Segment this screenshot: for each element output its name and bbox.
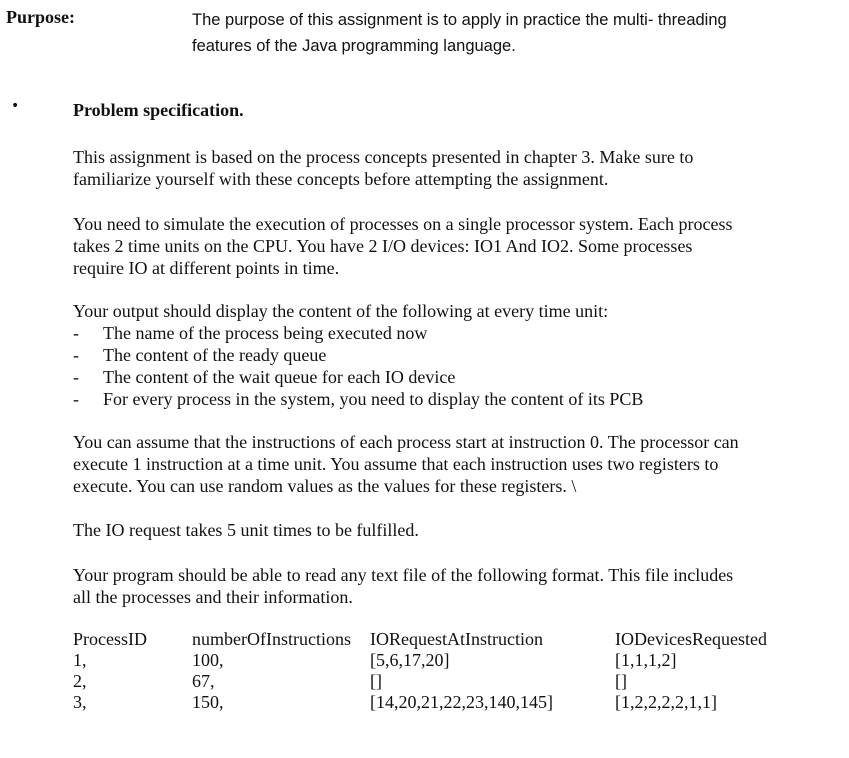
column-io-request-at-instruction bbox=[370, 629, 553, 713]
purpose-label: Purpose: bbox=[6, 7, 75, 27]
paragraph-line: This assignment is based on the process concepts presented in chapter 3. Make sure to bbox=[73, 147, 694, 167]
list-item bbox=[73, 322, 813, 344]
purpose-line: features of the Java programming language. bbox=[192, 37, 516, 55]
dash-marker: - bbox=[73, 323, 79, 343]
column-process-id bbox=[73, 629, 147, 713]
list-item-text: The content of the ready queue bbox=[103, 345, 327, 365]
paragraph-2 bbox=[73, 213, 813, 279]
list-item-text: For every process in the system, you need to display the content of its PCB bbox=[103, 389, 644, 409]
table-cell: [1,2,2,2,2,1,1] bbox=[615, 692, 717, 712]
purpose-text bbox=[192, 7, 812, 59]
list-item-text: The content of the wait queue for each IO device bbox=[103, 367, 456, 387]
table-cell: 2, bbox=[73, 671, 87, 691]
table-header: numberOfInstructions bbox=[192, 629, 351, 649]
purpose-line: The purpose of this assignment is to apply in practice the multi- threading bbox=[192, 11, 727, 29]
table-cell: 3, bbox=[73, 692, 87, 712]
paragraph-line: execute 1 instruction at a time unit. You assume that each instruction uses two registers to bbox=[73, 454, 719, 474]
paragraph-line: takes 2 time units on the CPU. You have 2 I/O devices: IO1 And IO2. Some processes bbox=[73, 236, 693, 256]
table-cell: 1, bbox=[73, 650, 87, 670]
list-item bbox=[73, 388, 813, 410]
table-cell: [1,1,1,2] bbox=[615, 650, 677, 670]
table-header: ProcessID bbox=[73, 629, 147, 649]
dash-marker: - bbox=[73, 345, 79, 365]
table-cell: [14,20,21,22,23,140,145] bbox=[370, 692, 553, 712]
bullet-icon: • bbox=[11, 98, 20, 114]
list-item bbox=[73, 344, 813, 366]
table-cell: [5,6,17,20] bbox=[370, 650, 450, 670]
list-item-text: The name of the process being executed now bbox=[103, 323, 428, 343]
table-cell: 100, bbox=[192, 650, 224, 670]
table-header: IODevicesRequested bbox=[615, 629, 767, 649]
paragraph-line: all the processes and their information. bbox=[73, 587, 353, 607]
paragraph-line: require IO at different points in time. bbox=[73, 258, 340, 278]
table-cell: 67, bbox=[192, 671, 215, 691]
list-item bbox=[73, 366, 813, 388]
dash-marker: - bbox=[73, 367, 79, 387]
paragraph-line: execute. You can use random values as the values for these registers. \ bbox=[73, 476, 577, 496]
paragraph-1 bbox=[73, 146, 813, 190]
paragraph-3: Your output should display the content of the following at every time unit: bbox=[73, 301, 609, 321]
paragraph-line: You can assume that the instructions of each process start at instruction 0. The processor can bbox=[73, 432, 739, 452]
paragraph-line: Your program should be able to read any text file of the following format. This file includes bbox=[73, 565, 734, 585]
paragraph-4 bbox=[73, 431, 813, 497]
paragraph-line: You need to simulate the execution of processes on a single processor system. Each process bbox=[73, 214, 733, 234]
column-io-devices-requested bbox=[615, 629, 767, 713]
column-number-of-instructions bbox=[192, 629, 351, 713]
paragraph-5: The IO request takes 5 unit times to be fulfilled. bbox=[73, 520, 419, 540]
output-requirements-list bbox=[73, 322, 813, 410]
section-heading: Problem specification. bbox=[73, 100, 244, 120]
table-cell: [] bbox=[370, 671, 382, 691]
table-cell: [] bbox=[615, 671, 627, 691]
paragraph-line: familiarize yourself with these concepts before attempting the assignment. bbox=[73, 169, 609, 189]
table-cell: 150, bbox=[192, 692, 224, 712]
table-header: IORequestAtInstruction bbox=[370, 629, 543, 649]
dash-marker: - bbox=[73, 389, 79, 409]
paragraph-6 bbox=[73, 564, 813, 608]
